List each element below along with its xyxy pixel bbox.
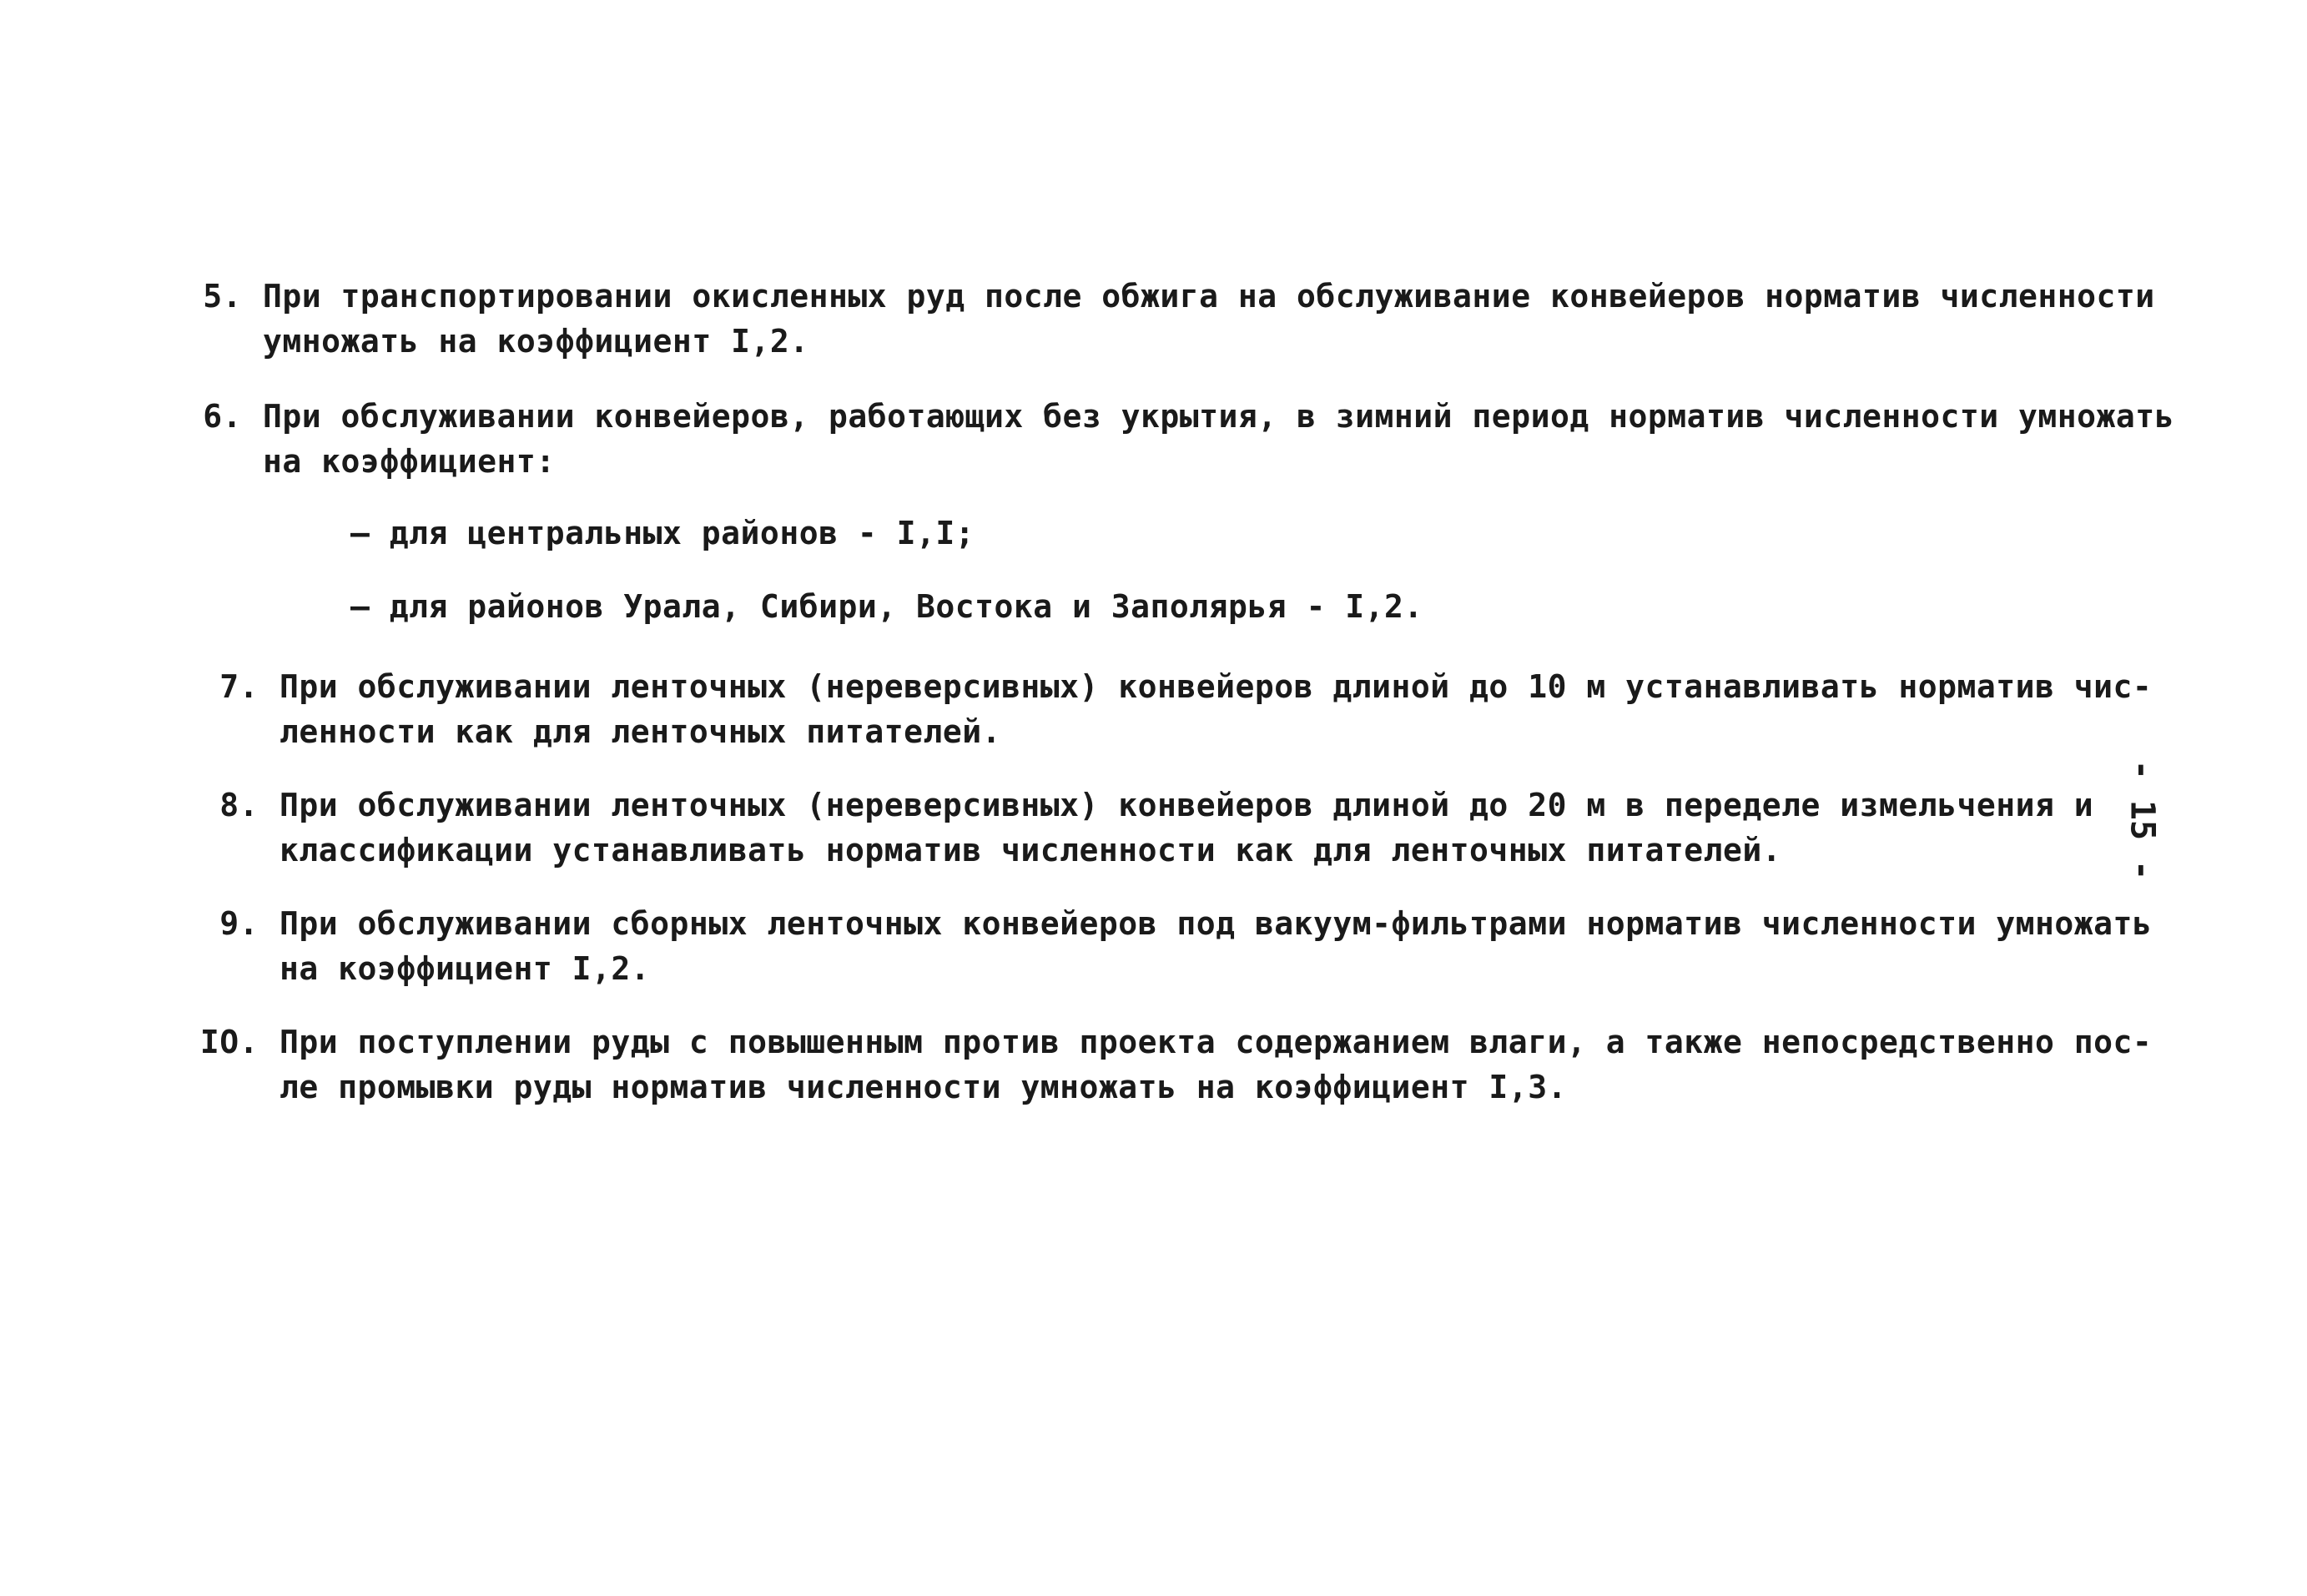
item-line: – для районов Урала, Сибири, Востока и Заполярья - I,2. [350, 588, 1423, 625]
item-line: При поступлении руды с повышенным против проекта содержанием влаги, а также непосредственно пос- [280, 1024, 2153, 1060]
item-line: умножать на коэффициент I,2. [263, 323, 809, 360]
item-number: 7. [219, 668, 259, 705]
item-line: При транспортировании окисленных руд после обжига на обслуживание конвейеров норматив численности [263, 278, 2155, 315]
item-line: на коэффициент: [263, 443, 556, 480]
item-line: – для центральных районов - I,I; [350, 515, 975, 551]
page-number: - 15 - [2123, 759, 2162, 881]
item-number: 6. [203, 398, 242, 435]
item-line: При обслуживании ленточных (нереверсивных) конвейеров длиной до 20 м в переделе измельчения и [280, 787, 2094, 823]
item-line: ле промывки руды норматив численности умножать на коэффициент I,3. [280, 1069, 1567, 1105]
item-number: 9. [219, 905, 259, 942]
item-line: на коэффициент I,2. [280, 950, 651, 987]
item-number: IO. [199, 1024, 259, 1060]
item-line: При обслуживании сборных ленточных конвейеров под вакуум-фильтрами норматив численности умножать [280, 905, 2153, 942]
item-line: При обслуживании ленточных (нереверсивных) конвейеров длиной до 10 м устанавливать норматив чис- [280, 668, 2153, 705]
item-line: ленности как для ленточных питателей. [280, 713, 1001, 750]
item-number: 5. [203, 278, 242, 315]
item-line: классификации устанавливать норматив численности как для ленточных питателей. [280, 832, 1782, 868]
item-number: 8. [219, 787, 259, 823]
item-line: При обслуживании конвейеров, работающих без укрытия, в зимний период норматив численности умножать [263, 398, 2175, 435]
